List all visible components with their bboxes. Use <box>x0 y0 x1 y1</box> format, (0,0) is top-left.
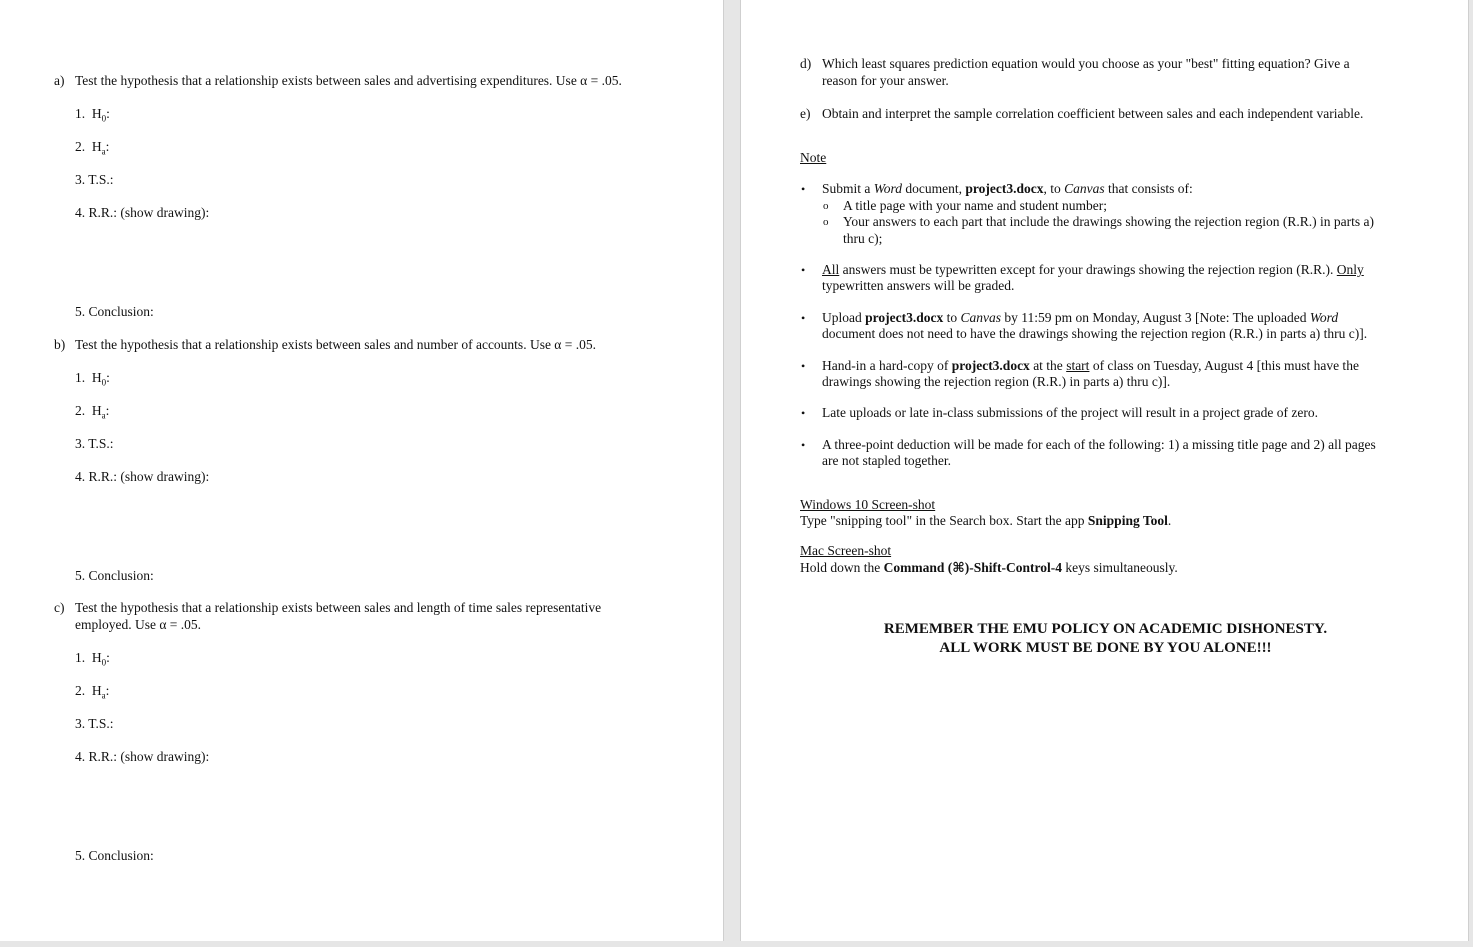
sub-bullet-1-marker: o <box>823 200 829 212</box>
part-c-text-line1: Test the hypothesis that a relationship exists between sales and length of time sales representative <box>75 600 602 615</box>
part-d-line1: Which least squares prediction equation would you choose as your "best" fitting equation? Give a <box>822 56 1350 71</box>
part-c-step-1: 1. $H_0$: <box>75 650 110 668</box>
policy-notice-line2: ALL WORK MUST BE DONE BY YOU ALONE!!! <box>939 640 1272 656</box>
part-c-step-5: 5. Conclusion: <box>75 848 154 863</box>
part-b-step-4: 4. R.R.: (show drawing): <box>75 469 210 484</box>
bullet-1-line1: Submit a Word document, project3.docx, to Canvas that consists of: <box>822 181 1193 196</box>
bullet-4-line2: drawings showing the rejection region (R.R.) in parts a) thru c)]. <box>822 374 1171 389</box>
part-a-step-4: 4. R.R.: (show drawing): <box>75 205 210 220</box>
part-c-step-4: 4. R.R.: (show drawing): <box>75 749 210 764</box>
bullet-2-line2: typewritten answers will be graded. <box>822 278 1015 293</box>
part-e-text: Obtain and interpret the sample correlation coefficient between sales and each independent variable. <box>822 106 1364 121</box>
sub-bullet-2-marker: o <box>823 216 829 228</box>
windows-heading: Windows 10 Screen-shot <box>800 497 936 512</box>
bullet-2-line1: All answers must be typewritten except for your drawings showing the rejection region (R.R.). Only <box>822 262 1364 277</box>
bullet-3-marker: • <box>801 311 806 325</box>
part-a-label: a) <box>54 73 65 88</box>
bullet-6-line2: are not stapled together. <box>822 453 951 468</box>
part-b-step-2: 2. $H_a$: <box>75 403 110 421</box>
bullet-5-marker: • <box>801 406 806 420</box>
bullet-3-line1: Upload project3.docx to Canvas by 11:59 pm on Monday, August 3 [Note: The uploaded Word <box>822 310 1339 325</box>
part-a-step-2: 2. $H_a$: <box>75 139 110 157</box>
bullet-4-line1: Hand-in a hard-copy of project3.docx at the start of class on Tuesday, August 4 [this must have the <box>822 358 1359 373</box>
part-b-label: b) <box>54 337 66 352</box>
bullet-2-marker: • <box>801 263 806 277</box>
part-a-step-1: 1. $H_0$: <box>75 106 110 124</box>
document-page-right <box>740 0 1469 941</box>
mac-instructions: Hold down the Command (⌘)-Shift-Control-4 keys simultaneously. <box>800 560 1178 575</box>
mac-heading: Mac Screen-shot <box>800 543 892 558</box>
sub-bullet-1-text: A title page with your name and student number; <box>843 198 1107 213</box>
part-a-step-3: 3. T.S.: <box>75 172 114 187</box>
part-a-text: Test the hypothesis that a relationship exists between sales and advertising expenditures. Use α = .05. <box>75 73 622 88</box>
bullet-6-line1: A three-point deduction will be made for each of the following: 1) a missing title page and 2) all pages <box>822 437 1376 452</box>
part-c-step-2: 2. $H_a$: <box>75 683 110 701</box>
note-heading: Note <box>800 150 827 165</box>
part-c-step-3: 3. T.S.: <box>75 716 114 731</box>
part-c-label: c) <box>54 600 65 615</box>
part-b-step-5: 5. Conclusion: <box>75 568 154 583</box>
bullet-1-marker: • <box>801 182 806 196</box>
part-d-line2: reason for your answer. <box>822 73 949 88</box>
bullet-4-marker: • <box>801 359 806 373</box>
part-d-label: d) <box>800 56 812 71</box>
windows-instructions: Type "snipping tool" in the Search box. Start the app Snipping Tool. <box>800 513 1172 528</box>
bullet-6-marker: • <box>801 438 806 452</box>
document-page-left <box>0 0 724 941</box>
part-b-step-3: 3. T.S.: <box>75 436 114 451</box>
part-e-label: e) <box>800 106 811 121</box>
policy-notice-line1: REMEMBER THE EMU POLICY ON ACADEMIC DISHONESTY. <box>883 621 1328 637</box>
part-a-step-5: 5. Conclusion: <box>75 304 154 319</box>
bullet-5-text: Late uploads or late in-class submissions of the project will result in a project grade of zero. <box>822 405 1318 420</box>
sub-bullet-2-line1: Your answers to each part that include the drawings showing the rejection region (R.R.) in parts a) <box>843 214 1374 229</box>
part-b-step-1: 1. $H_0$: <box>75 370 110 388</box>
sub-bullet-2-line2: thru c); <box>843 231 883 246</box>
part-b-text: Test the hypothesis that a relationship exists between sales and number of accounts. Use α = .05. <box>75 337 596 352</box>
part-c-text-line2: employed. Use α = .05. <box>75 617 202 632</box>
bullet-3-line2: document does not need to have the drawings showing the rejection region (R.R.) in parts a) thru c)]. <box>822 326 1368 341</box>
